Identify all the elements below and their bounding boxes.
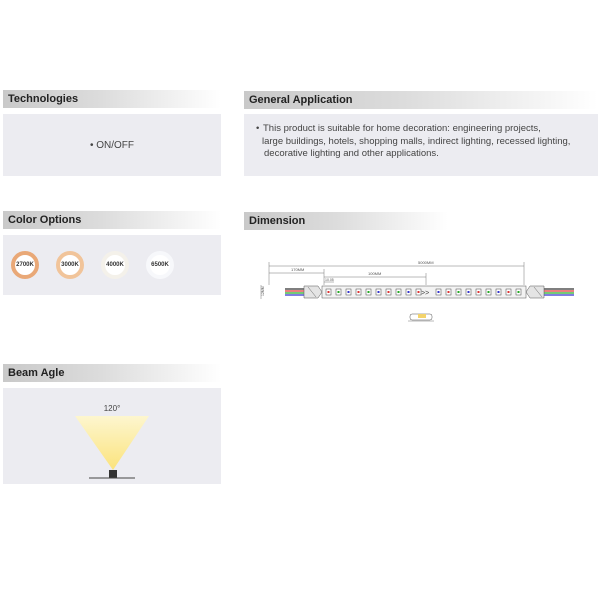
- swatch-3000k: 3000K: [56, 251, 84, 279]
- application-line-3: decorative lighting and other applications.: [264, 148, 439, 159]
- led-dot: [338, 291, 340, 293]
- led-dot: [468, 291, 470, 293]
- color-options-header: Color Options: [3, 211, 221, 229]
- dimension-drawing: [258, 252, 580, 326]
- led-dot: [508, 291, 510, 293]
- color-options-box: [3, 235, 221, 295]
- svg-text:>>: >>: [421, 290, 430, 297]
- beam-angle-header: Beam Agle: [3, 364, 221, 382]
- led-dot: [498, 291, 500, 293]
- application-line-1: This product is suitable for home decoration: engineering projects,: [263, 123, 541, 134]
- application-text: [256, 123, 588, 136]
- led-dot: [438, 291, 440, 293]
- total-length-label: 5000MM: [418, 260, 434, 265]
- segment-length-label: 100MM: [368, 271, 382, 276]
- led-dot: [368, 291, 370, 293]
- led-dot: [448, 291, 450, 293]
- color-options-section: [3, 211, 221, 295]
- swatch-6500k: 6500K: [146, 251, 174, 279]
- led-dot: [378, 291, 380, 293]
- pitch-label: 10.05: [325, 278, 334, 282]
- led-dot: [418, 291, 420, 293]
- technologies-box: [3, 114, 221, 176]
- general-application-box: [244, 114, 598, 176]
- beam-angle-label: 120°: [103, 404, 121, 413]
- led-dot: [478, 291, 480, 293]
- led-dot: [518, 291, 520, 293]
- dimension-section: [244, 212, 448, 230]
- swatch-4000k: 4000K: [101, 251, 129, 279]
- technologies-section: [3, 90, 221, 176]
- general-application-section: [244, 91, 598, 176]
- cut-length-label: 170MM: [291, 267, 305, 272]
- beam-angle-section: [3, 364, 221, 484]
- led-dot: [488, 291, 490, 293]
- swatch-2700k: 2700K: [11, 251, 39, 279]
- beam-angle-box: [3, 388, 221, 484]
- beam-cone-icon: [3, 388, 221, 484]
- led-dot: [398, 291, 400, 293]
- led-dot: [458, 291, 460, 293]
- led-dot: [408, 291, 410, 293]
- bullet-dot: •: [256, 123, 260, 134]
- technology-item: • ON/OFF: [89, 139, 135, 151]
- dimension-header: Dimension: [244, 212, 448, 230]
- general-application-header: General Application: [244, 91, 598, 109]
- technologies-header: Technologies: [3, 90, 221, 108]
- led-dot: [358, 291, 360, 293]
- width-label: 12MM: [261, 286, 265, 296]
- application-line-2: large buildings, hotels, shopping malls, indirect lighting, recessed lighting,: [262, 135, 571, 147]
- led-dot: [388, 291, 390, 293]
- led-dot: [348, 291, 350, 293]
- led-dot: [328, 291, 330, 293]
